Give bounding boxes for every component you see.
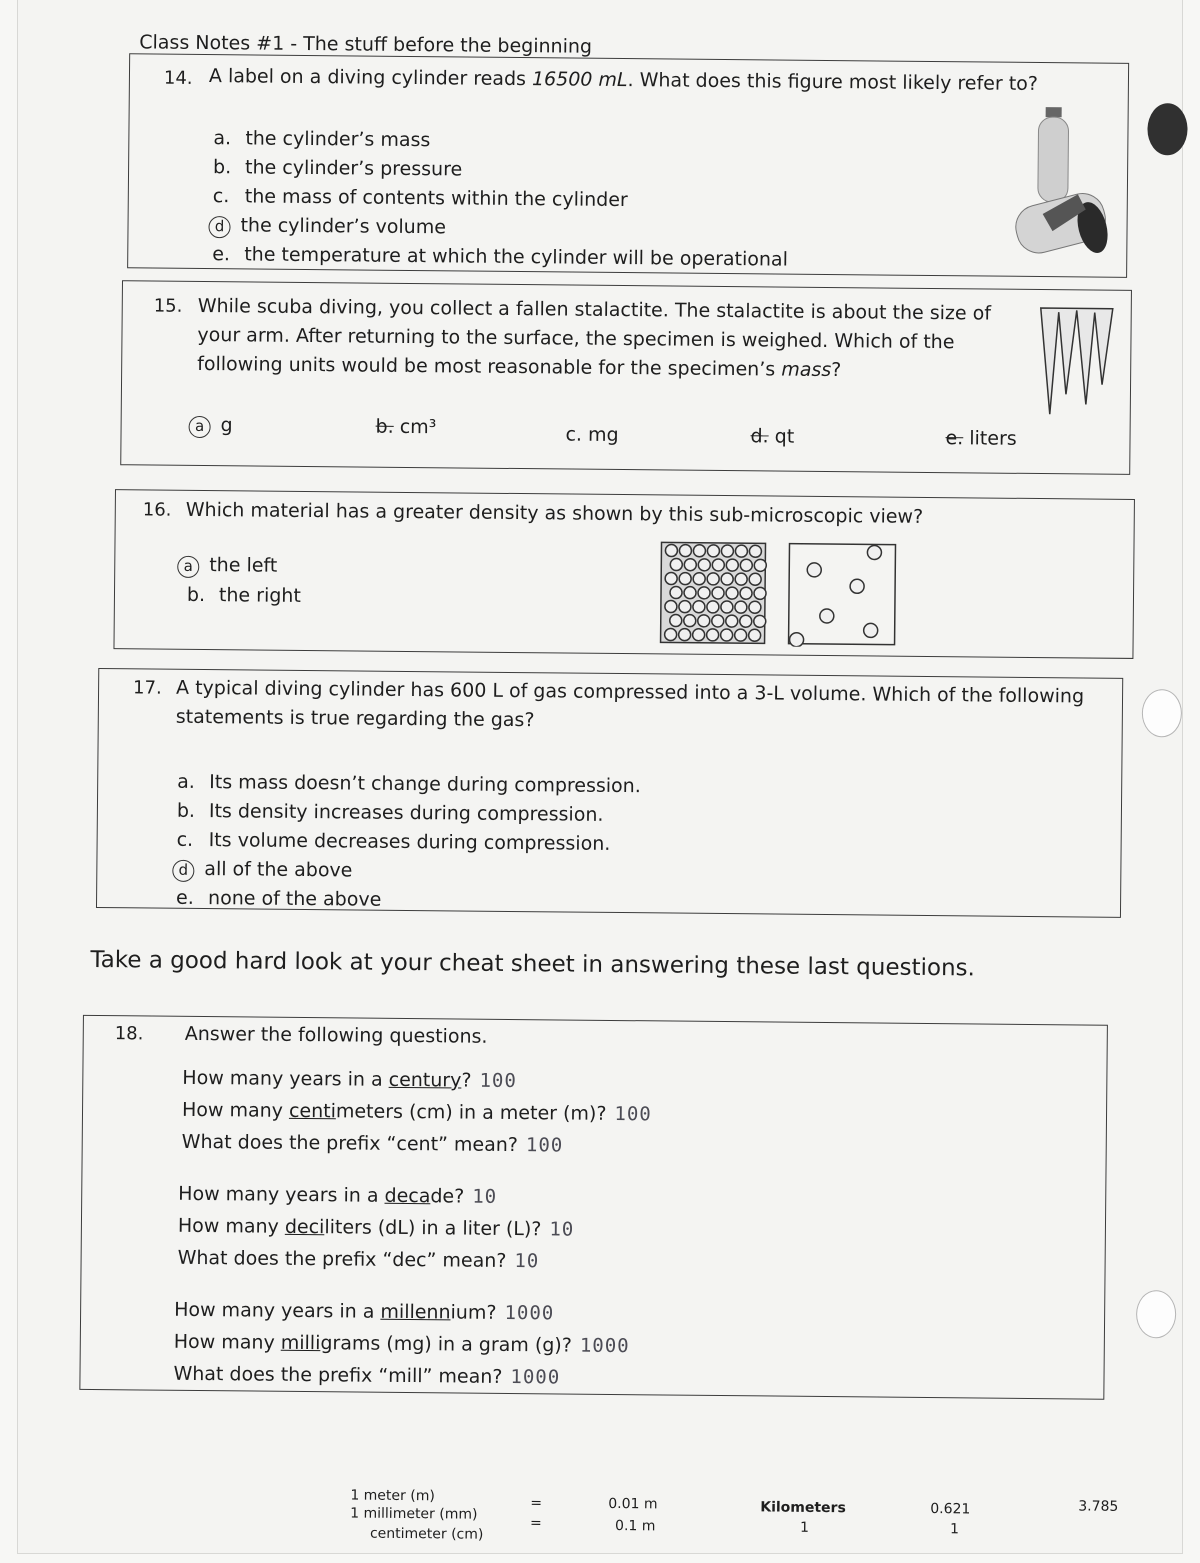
handwritten-answer: 100 xyxy=(525,1134,564,1157)
particle xyxy=(735,573,747,585)
option-15-a[interactable]: a g xyxy=(192,414,232,438)
particle xyxy=(707,573,719,585)
particle xyxy=(679,545,691,557)
option-17-b[interactable]: b. Its density increases during compression. xyxy=(176,799,604,826)
particle xyxy=(749,573,761,585)
option-15-d[interactable]: d. qt xyxy=(750,425,795,448)
option-17-d[interactable]: d all of the above xyxy=(176,855,640,888)
particle xyxy=(684,559,696,571)
circled-answer-marker: a xyxy=(177,556,199,578)
option-17-e[interactable]: e. none of the above xyxy=(175,886,382,911)
question-17-text: A typical diving cylinder has 600 L of gas compressed into a 3-L volume. Which of the following statements is true regarding the gas? xyxy=(175,676,1085,732)
particle xyxy=(712,615,724,627)
strip-row2-left: 1 millimeter (mm) xyxy=(350,1505,478,1523)
strip-row1-left: 1 meter (m) xyxy=(350,1487,435,1505)
particle xyxy=(670,586,682,598)
binder-hole-bottom xyxy=(1136,1290,1176,1338)
handwritten-answer: 10 xyxy=(514,1250,540,1273)
option-16-b[interactable]: b. the right xyxy=(186,583,301,607)
handwritten-answer: 1000 xyxy=(510,1365,561,1389)
q18-line: How many centimeters (cm) in a meter (m)? 100 xyxy=(181,1098,652,1126)
strip-row2-mid: 0.1 m xyxy=(614,1518,656,1535)
question-18-group-milli xyxy=(173,1294,630,1394)
particle xyxy=(721,629,733,641)
particle xyxy=(684,587,696,599)
particle xyxy=(749,601,761,613)
strip-col2-bottom: 1 xyxy=(949,1521,960,1538)
question-18-number: 18. xyxy=(114,1023,144,1045)
q18-line: How many deciliters (dL) in a liter (L)? 10 xyxy=(177,1214,575,1241)
particle xyxy=(707,545,719,557)
question-15-text: While scuba diving, you collect a fallen stalactite. The stalactite is about the size of your arm. After returning to the surface, the specimen is weighed. Which of the following units would be most reasonable for the specimen’s mass? xyxy=(197,294,992,382)
question-16-number: 16. xyxy=(142,499,172,521)
q18-line: What does the prefix “mill” mean? 1000 xyxy=(173,1362,561,1389)
particle xyxy=(679,601,691,613)
diving-cylinder-illustration xyxy=(997,99,1114,275)
binder-hole-top xyxy=(1147,103,1187,155)
particle xyxy=(693,573,705,585)
particle xyxy=(684,615,696,627)
particle xyxy=(665,572,677,584)
handwritten-answer: 10 xyxy=(472,1185,498,1208)
particle xyxy=(712,587,724,599)
particle xyxy=(670,558,682,570)
option-14-d[interactable]: d the cylinder’s volume xyxy=(212,211,788,246)
particle xyxy=(735,601,747,613)
particle xyxy=(726,587,738,599)
particle xyxy=(726,559,738,571)
worksheet-page xyxy=(18,0,1182,1553)
particle xyxy=(670,614,682,626)
q18-line: What does the prefix “cent” mean? 100 xyxy=(181,1130,564,1157)
option-14-a[interactable]: a. the cylinder’s mass xyxy=(213,127,431,152)
particle xyxy=(735,545,747,557)
option-17-a[interactable]: a. Its mass doesn’t change during compression. xyxy=(177,770,641,798)
strip-col3-top: 3.785 xyxy=(1078,1498,1119,1515)
particle xyxy=(712,559,724,571)
particle xyxy=(707,629,719,641)
cheat-sheet-instruction: Take a good hard look at your cheat sheet in answering these last questions. xyxy=(90,946,976,982)
particle xyxy=(749,545,761,557)
question-18-text: Answer the following questions. xyxy=(184,1022,488,1048)
particle xyxy=(740,587,752,599)
particle xyxy=(735,629,747,641)
question-14-text: A label on a diving cylinder reads 16500 mL. What does this figure most likely refer to? xyxy=(208,65,1039,96)
question-18-group-centi xyxy=(182,1062,653,1163)
handwritten-answer: 10 xyxy=(549,1218,575,1241)
handwritten-answer: 100 xyxy=(479,1069,517,1093)
particle xyxy=(740,559,752,571)
particle xyxy=(754,587,766,599)
option-16-a[interactable]: a the left xyxy=(181,554,277,579)
handwritten-answer: 1000 xyxy=(579,1334,630,1358)
strip-kilometers-header: Kilometers xyxy=(760,1499,846,1517)
question-18-group-deci xyxy=(177,1178,574,1278)
particle xyxy=(665,628,677,640)
particle xyxy=(721,601,733,613)
q18-line: How many years in a decade? 10 xyxy=(178,1182,498,1208)
option-15-e[interactable]: e. liters xyxy=(945,427,1017,450)
handwritten-answer: 1000 xyxy=(504,1301,555,1325)
particle xyxy=(740,615,752,627)
particle xyxy=(754,615,766,627)
strip-col2-top: 0.621 xyxy=(930,1501,971,1518)
particle xyxy=(721,545,733,557)
page-title: Class Notes #1 - The stuff before the beginning xyxy=(139,31,593,58)
particle xyxy=(679,629,691,641)
particle xyxy=(693,545,705,557)
particle xyxy=(754,559,766,571)
particle xyxy=(749,629,761,641)
particle xyxy=(693,629,705,641)
stalactite-illustration xyxy=(1036,304,1117,420)
option-17-c[interactable]: c. Its volume decreases during compression. xyxy=(176,828,611,855)
strip-row3-left: centimeter (cm) xyxy=(369,1525,484,1543)
circled-answer-marker: d xyxy=(172,860,194,882)
particle xyxy=(693,601,705,613)
question-17-options xyxy=(176,768,641,917)
circled-answer-marker: d xyxy=(208,216,230,238)
strip-row1-mid: 0.01 m xyxy=(608,1495,658,1513)
question-14-number: 14. xyxy=(163,67,193,89)
strip-kilometers-value: 1 xyxy=(799,1519,810,1536)
particle xyxy=(707,601,719,613)
handwritten-answer: 100 xyxy=(614,1102,652,1126)
particle xyxy=(726,615,738,627)
particle xyxy=(665,600,677,612)
particle xyxy=(698,559,710,571)
circled-answer-marker: a xyxy=(188,416,210,438)
q18-line: How many years in a millennium? 1000 xyxy=(174,1298,555,1325)
option-14-c[interactable]: c. the mass of contents within the cylinder xyxy=(212,185,628,212)
q18-line: How many years in a century? 100 xyxy=(182,1066,517,1093)
strip-equals: = xyxy=(530,1515,542,1532)
particle xyxy=(721,573,733,585)
question-15-number: 15. xyxy=(153,295,183,317)
particle xyxy=(665,544,677,556)
option-15-c[interactable]: c. mg xyxy=(565,423,619,446)
density-particle-diagram xyxy=(659,540,900,647)
question-17-number: 17. xyxy=(132,677,162,699)
binder-hole-middle xyxy=(1142,689,1182,737)
q18-line: What does the prefix “dec” mean? 10 xyxy=(177,1246,540,1273)
option-14-b[interactable]: b. the cylinder’s pressure xyxy=(212,156,463,181)
option-15-b[interactable]: b. cm³ xyxy=(375,415,437,439)
question-14-options xyxy=(212,124,789,275)
strip-equals: = xyxy=(530,1495,543,1512)
underlying-page-strip xyxy=(10,1482,1175,1563)
question-16-text: Which material has a greater density as shown by this sub-microscopic view? xyxy=(185,498,924,528)
particle xyxy=(698,587,710,599)
option-14-e[interactable]: e. the temperature at which the cylinder will be operational xyxy=(212,243,789,271)
q18-line: How many milligrams (mg) in a gram (g)? 1000 xyxy=(173,1330,630,1358)
particle xyxy=(679,573,691,585)
particle xyxy=(698,615,710,627)
